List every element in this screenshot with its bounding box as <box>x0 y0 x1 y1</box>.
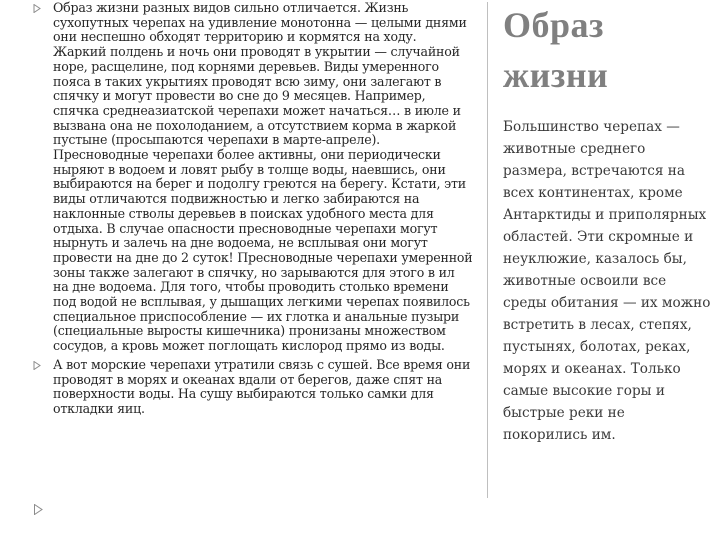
list-item <box>33 358 473 417</box>
list-item <box>33 1 473 354</box>
triangle-arrow-icon <box>33 4 41 13</box>
page-title: Образ жизни <box>503 5 609 95</box>
left-column <box>33 1 473 417</box>
right-column <box>503 0 713 446</box>
summary-text: Большинство черепах — животные среднего размера, встречаются на всех континентах, кроме Антарктиды и приполярных областей. Эти скромные и неуклюжие, казалось бы, животные освоили все среды обитания — их можно встретить в лесах, степях, пустынях, болотах, реках, морях и океанах. Только самые высокие горы и быстрые реки не покорились им. <box>503 119 711 443</box>
paragraph-text: А вот морские черепахи утратили связь с сушей. Все время они проводят в морях и океанах вдали от берегов, даже спят на поверхности воды. На сушу выбираются только самки для откладки яиц. <box>53 356 471 416</box>
paragraph-text: Образ жизни разных видов сильно отличается. Жизнь сухопутных черепах на удивление монотонна — целыми днями они неспешно обходят территорию и кормятся на ходу. Жаркий полдень и ночь они проводят в укрытии — случайной норе, расщелине, под корнями деревьев. Виды умеренного пояса в таких укрытиях проводят всю зиму, они залегают в спячку и могут провести во сне до 9 месяцев. Например, спячка среднеазиатской черепахи может начаться… в июле и вызвана она не похолоданием, а отсутствием корма в жаркой пустыне (просыпаются черепахи в марте-апреле). Пресноводные черепахи более активны, они периодически ныряют в водоем и ловят рыбу в толще воды, наевшись, они выбираются на берег и подолгу греются на берегу. Кстати, эти виды отличаются подвижностью и легко забираются на наклонные стволы деревьев в поисках удобного места для отдыха. В случае опасности пресноводные черепахи могут нырнуть и залечь на дне водоема, не всплывая они могут провести на дне до 2 суток! Пресноводные черепахи умеренной зоны также залегают в спячку, но зарываются для этого в ил на дне водоема. Для того, чтобы проводить столько времени под водой не всплывая, у дышащих легкими черепах появилось специальное приспособление — их глотка и анальные пузыри (специальные выросты кишечника) пронизаны множеством сосудов, а кровь может поглощать кислород прямо из воды. <box>53 0 473 354</box>
column-divider <box>487 2 488 498</box>
triangle-arrow-icon <box>33 504 43 515</box>
triangle-arrow-icon <box>33 361 41 370</box>
